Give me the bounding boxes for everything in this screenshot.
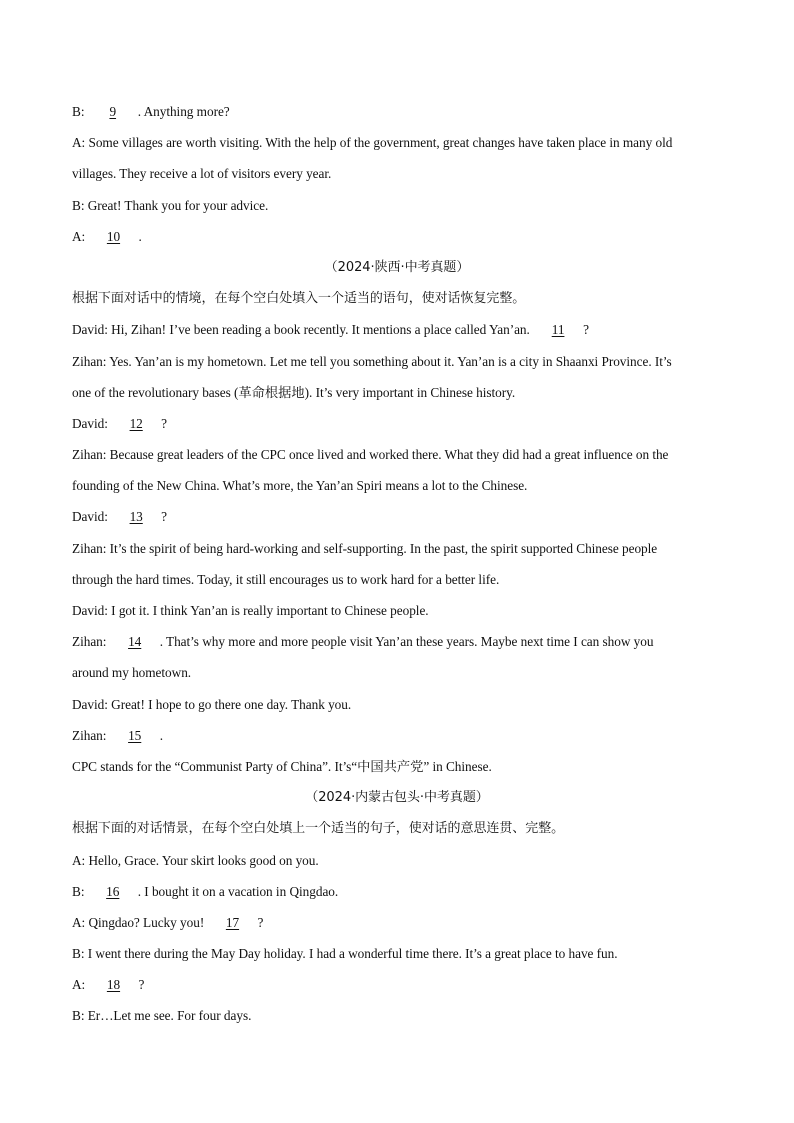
dialogue-line (72, 346, 722, 377)
answer-blank: 13 (129, 509, 143, 525)
line-text-before: A: Qingdao? Lucky you! (72, 914, 208, 930)
line-text: Zihan: It’s the spirit of being hard-working and self-supporting. In the past, the spirit supported Chinese people (72, 540, 658, 556)
dialogue-content (72, 96, 722, 1032)
line-text-before: B: (72, 104, 88, 119)
line-text: A: Hello, Grace. Your skirt looks good on you. (72, 852, 319, 868)
answer-blank: 12 (129, 415, 143, 431)
line-text-before: A: (72, 977, 89, 993)
line-text: David: I got it. I think Yan’an is really important to Chinese people. (72, 603, 429, 618)
line-text-before: David: (72, 415, 112, 431)
dialogue-line-with-blank (72, 907, 722, 938)
dialogue-line (72, 190, 722, 221)
line-text: B: Great! Thank you for your advice. (72, 197, 269, 213)
dialogue-line (72, 533, 722, 564)
section-instruction (72, 813, 722, 844)
dialogue-line-with-blank (72, 96, 722, 127)
answer-blank: 14 (128, 634, 142, 650)
line-text: David: Great! I hope to go there one day. Thank you. (72, 696, 352, 712)
dialogue-line (72, 938, 722, 969)
line-text-after: . (159, 727, 163, 743)
dialogue-line (72, 470, 722, 501)
line-text-after: ? (161, 415, 168, 431)
line-text: around my hometown. (72, 665, 192, 681)
line-text-after: . I bought it on a vacation in Qingdao. (137, 883, 339, 899)
line-text: （2024·内蒙古包头·中考真题） (305, 790, 489, 806)
dialogue-line (72, 439, 722, 470)
line-text: Zihan: Because great leaders of the CPC once lived and worked there. What they did had a great influence on the (72, 447, 669, 463)
line-text: 根据下面的对话情景，在每个空白处填上一个适当的句子，使对话的意思连贯、完整。 (72, 821, 565, 837)
line-text: CPC stands for the “Communist Party of China”. It’s“中国共产党” in Chinese. (72, 758, 492, 774)
line-text: through the hard times. Today, it still encourages us to work hard for a better life. (72, 571, 500, 587)
line-text-before: A: (72, 228, 89, 244)
answer-blank: 18 (106, 977, 121, 993)
line-text: B: Er…Let me see. For four days. (72, 1008, 252, 1024)
dialogue-line-with-blank (72, 501, 722, 532)
dialogue-line-with-blank (72, 876, 722, 907)
answer-blank: 16 (106, 883, 120, 899)
section-source-heading (72, 782, 722, 813)
line-text-before: B: (72, 883, 88, 899)
answer-blank: 10 (106, 228, 121, 244)
answer-blank: 15 (128, 727, 142, 743)
line-text-before: Zihan: (72, 634, 110, 650)
line-text-after: . (138, 228, 142, 244)
section-source-heading (72, 252, 722, 283)
section-instruction (72, 283, 722, 314)
dialogue-line (72, 595, 722, 626)
dialogue-line-with-blank (72, 314, 722, 345)
dialogue-line (72, 377, 722, 408)
line-text: founding of the New China. What’s more, the Yan’an Spiri means a lot to the Chinese. (72, 478, 528, 494)
answer-blank: 11 (551, 322, 565, 338)
answer-blank: 17 (225, 914, 240, 930)
dialogue-line-with-blank (72, 408, 722, 439)
line-text-after: . That’s why more and more people visit Yan’an these years. Maybe next time I can show you (159, 634, 654, 650)
line-text-before: Zihan: (72, 727, 110, 743)
dialogue-line (72, 845, 722, 876)
dialogue-line (72, 657, 722, 688)
dialogue-line (72, 1000, 722, 1031)
line-text-after: ? (583, 322, 589, 338)
line-text: one of the revolutionary bases (革命根据地). It’s very important in Chinese history. (72, 384, 516, 400)
line-text: A: Some villages are worth visiting. With the help of the government, great changes have taken place in many old (72, 135, 673, 151)
line-text: 根据下面对话中的情境，在每个空白处填入一个适当的语句，使对话恢复完整。 (72, 291, 526, 307)
dialogue-line (72, 158, 722, 189)
line-text-before: David: Hi, Zihan! I’ve been reading a book recently. It mentions a place called Yan’an. (72, 322, 534, 338)
line-text-after: . Anything more? (137, 104, 230, 119)
dialogue-line (72, 689, 722, 720)
dialogue-line (72, 127, 722, 158)
dialogue-line-with-blank (72, 969, 722, 1000)
dialogue-line (72, 564, 722, 595)
dialogue-line (72, 751, 722, 782)
line-text: Zihan: Yes. Yan’an is my hometown. Let me tell you something about it. Yan’an is a city in Shaanxi Province. It’s (72, 353, 672, 369)
answer-blank: 9 (109, 104, 117, 119)
line-text: B: I went there during the May Day holiday. I had a wonderful time there. It’s a great place to have fun. (72, 946, 618, 962)
dialogue-line-with-blank (72, 221, 722, 252)
line-text-before: David: (72, 509, 112, 525)
line-text: villages. They receive a lot of visitors every year. (72, 166, 332, 182)
line-text-after: ? (161, 509, 168, 525)
line-text-after: ? (257, 914, 264, 930)
dialogue-line-with-blank (72, 626, 722, 657)
line-text-after: ? (138, 977, 145, 993)
dialogue-line-with-blank (72, 720, 722, 751)
line-text: （2024·陕西·中考真题） (324, 259, 470, 275)
